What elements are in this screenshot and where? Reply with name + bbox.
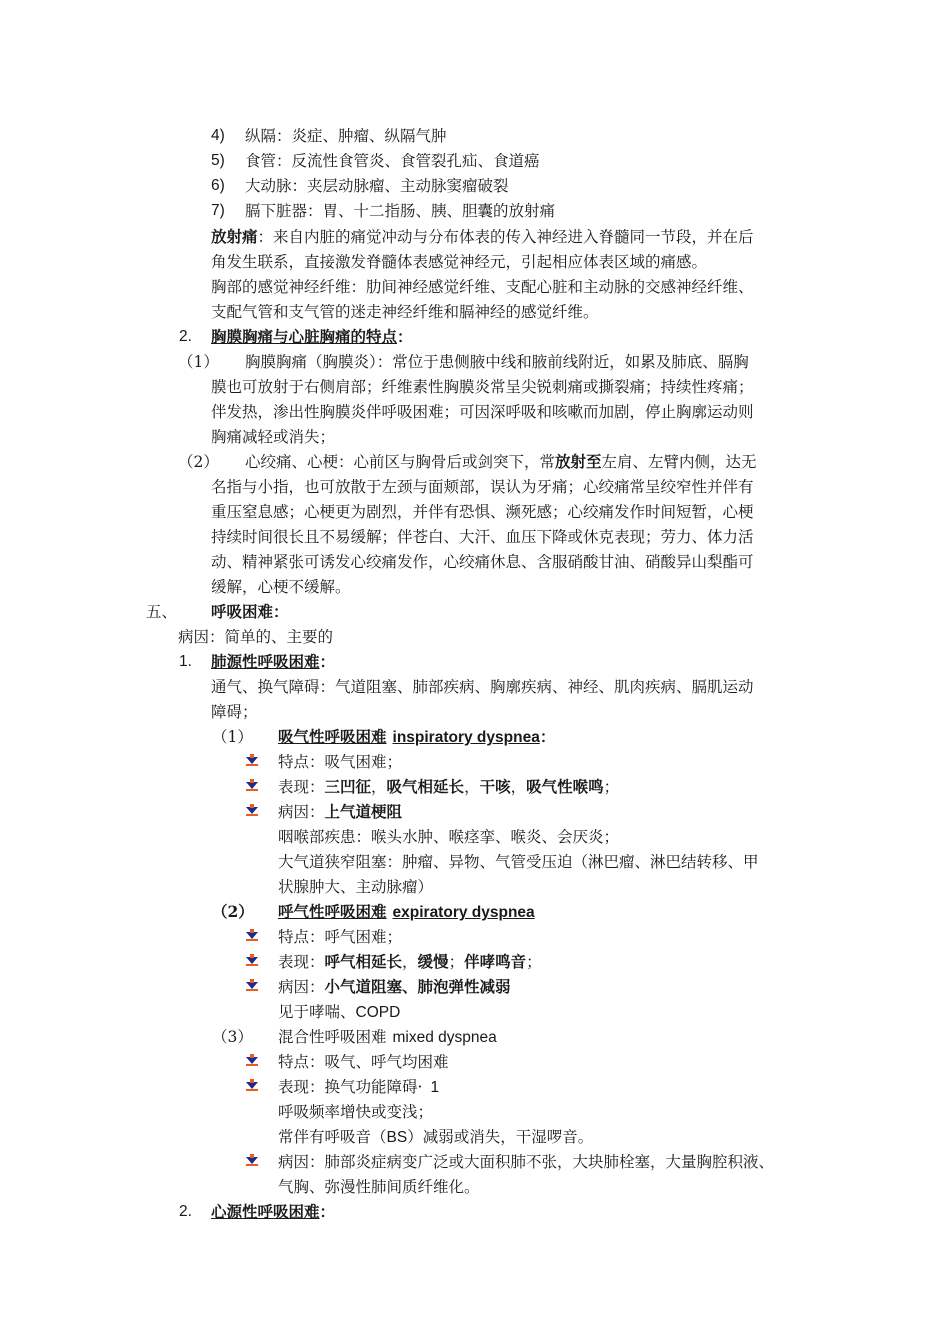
bullet-icon (245, 978, 259, 992)
label: 病因： (278, 803, 325, 821)
list-number: 6) (211, 177, 225, 194)
paragraph-line (245, 450, 757, 474)
label: 病因： (278, 978, 325, 996)
heading-english: expiratory dyspnea (392, 904, 535, 921)
list-number: 4) (211, 127, 225, 144)
heading-colon: ： (397, 327, 413, 346)
bullet-text (278, 975, 511, 999)
section-heading (211, 325, 413, 349)
paragraph-line: 动、精神紧张可诱发心绞痛发作，心绞痛休息、含服硝酸甘油、硝酸异山梨酯可 (211, 553, 754, 571)
section-number: 2. (179, 1203, 192, 1220)
subsection-heading (278, 725, 555, 750)
heading-text: 混合性呼吸困难 (278, 1028, 387, 1046)
list-item: 纵隔：炎症、肿瘤、纵隔气肿 (245, 127, 447, 145)
section-heading (211, 1200, 335, 1224)
bold-term: 三凹征 (324, 777, 372, 796)
paragraph-line: 胸部的感觉神经纤维：肋间神经感觉纤维、支配心脏和主动脉的交感神经纤维、 (211, 278, 754, 296)
paragraph-text: 表现：换气功能障碍· (278, 1078, 423, 1096)
heading-colon: ： (319, 1202, 336, 1221)
paragraph-line: 胸痛减轻或消失； (211, 428, 336, 446)
bullet-icon (245, 1053, 259, 1067)
paragraph-english: BS (386, 1129, 408, 1146)
paragraph-number: （1） (178, 353, 219, 371)
paragraph-line: 膜也可放射于右侧肩部；纤维素性胸膜炎常呈尖锐刺痛或撕裂痛；持续性疼痛； (211, 378, 754, 396)
paragraph-line: 呼吸频率增快或变浅； (278, 1103, 434, 1121)
bullet-text: 病因：肺部炎症病变广泛或大面积肺不张，大块肺栓塞，大量胸腔积液、 (278, 1153, 775, 1171)
bold-term: 上气道梗阻 (324, 802, 403, 821)
subsection-number: （2） (212, 902, 254, 921)
bullet-icon (245, 1153, 259, 1167)
bullet-icon (245, 803, 259, 817)
paragraph-line: 重压窒息感；心梗更为剧烈，并伴有恐惧、濒死感；心绞痛发作时间短暂，心梗 (211, 503, 754, 521)
paragraph-text: 见于哮喘、 (278, 1003, 356, 1021)
paragraph-number: 1 (430, 1079, 440, 1096)
subsection-number: （3） (212, 1028, 253, 1046)
bold-term: 呼气相延长 (324, 952, 403, 971)
bullet-icon (245, 753, 259, 767)
bullet-text: 特点：呼气困难； (278, 928, 403, 946)
paragraph-line: 大气道狭窄阻塞：肿瘤、异物、气管受压迫（淋巴瘤、淋巴结转移、甲 (278, 853, 759, 871)
heading-text: 呼气性呼吸困难 (278, 902, 387, 921)
bullet-text (278, 775, 619, 799)
paragraph-number: （2） (178, 453, 219, 471)
paragraph-line: 咽喉部疾患：喉头水肿、喉痉挛、喉炎、会厌炎； (278, 828, 620, 846)
bullet-text (278, 800, 402, 824)
subsection-heading (278, 900, 535, 925)
list-item: 食管：反流性食管炎、食管裂孔疝、食道癌 (245, 152, 540, 170)
list-number: 7) (211, 202, 225, 219)
paragraph-line: 障碍； (211, 703, 258, 721)
label: 表现： (278, 778, 325, 796)
bullet-icon (245, 778, 259, 792)
separator: ； (448, 953, 465, 971)
bullet-text (278, 1075, 439, 1100)
label: 表现： (278, 953, 325, 971)
separator: ； (603, 778, 620, 796)
heading-english: mixed dyspnea (392, 1029, 497, 1046)
paragraph-text: 心绞痛、心梗：心前区与胸骨后或剑突下，常 (245, 453, 556, 471)
heading-text: 胸膜胸痛与心脏胸痛的特点 (211, 327, 398, 346)
term-radiation-pain: 放射痛 (211, 227, 258, 246)
paragraph-english: COPD (355, 1004, 401, 1021)
bullet-text (278, 950, 542, 974)
bold-term: 缓慢 (417, 952, 449, 971)
paragraph-line: 通气、换气障碍：气道阻塞、肺部疾病、胸廓疾病、神经、肌肉疾病、膈肌运动 (211, 678, 754, 696)
separator: ； (526, 953, 542, 971)
separator: ， (402, 953, 418, 971)
paragraph-line: 持续时间很长且不易缓解；伴苍白、大汗、血压下降或休克表现；劳力、体力活 (211, 528, 754, 546)
list-item: 膈下脏器：胃、十二指肠、胰、胆囊的放射痛 (245, 202, 556, 220)
subsection-heading (278, 1025, 497, 1050)
paragraph-line: 状腺肿大、主动脉瘤） (278, 878, 434, 896)
paragraph-line: 胸膜胸痛（胸膜炎）：常位于患侧腋中线和腋前线附近，如累及肺底、膈胸 (245, 353, 749, 371)
paragraph-line: 伴发热，渗出性胸膜炎伴呼吸困难；可因深呼吸和咳嗽而加剧，停止胸廓运动则 (211, 403, 754, 421)
heading-colon: ： (539, 727, 556, 746)
bold-term: 吸气相延长 (386, 777, 465, 796)
paragraph-text: 左肩、左臂内侧，达无 (601, 453, 757, 471)
paragraph-line: 气胸、弥漫性肺间质纤维化。 (278, 1178, 480, 1196)
chapter-number: 五、 (146, 603, 178, 621)
cause-line: 病因：简单的、主要的 (178, 628, 334, 646)
separator: ， (371, 778, 387, 796)
bold-term: 吸气性喉鸣 (526, 777, 604, 796)
separator: ， (464, 778, 480, 796)
paragraph-line: 缓解，心梗不缓解。 (211, 578, 351, 596)
paragraph-line: 名指与小指，也可放散于左颈与面颊部，误认为牙痛；心绞痛常呈绞窄性并伴有 (211, 478, 754, 496)
bullet-icon (245, 953, 259, 967)
heading-english: inspiratory dyspnea (392, 729, 540, 746)
bold-term: 干咳 (479, 777, 511, 796)
paragraph-text: 常伴有呼吸音（ (278, 1128, 387, 1146)
heading-text: 心源性呼吸困难 (211, 1202, 320, 1221)
paragraph-text: ：来自内脏的痛觉冲动与分布体表的传入神经进入脊髓同一节段，并在后 (257, 228, 754, 246)
list-number: 5) (211, 152, 225, 169)
section-heading (211, 650, 335, 674)
paragraph-line: 支配气管和支气管的迷走神经纤维和膈神经的感觉纤维。 (211, 303, 599, 321)
bold-term: 伴哮鸣音 (464, 952, 527, 971)
bullet-text: 特点：吸气困难； (278, 753, 403, 771)
list-item: 大动脉：夹层动脉瘤、主动脉窦瘤破裂 (245, 177, 509, 195)
heading-text: 吸气性呼吸困难 (278, 727, 387, 746)
bullet-text: 特点：吸气、呼气均困难 (278, 1053, 449, 1071)
chapter-title-text: 呼吸困难 (211, 602, 274, 621)
paragraph-line (278, 1000, 400, 1025)
paragraph-line: 角发生联系，直接激发脊髓体表感觉神经元，引起相应体表区域的痛感。 (211, 253, 708, 271)
separator: ， (510, 778, 527, 796)
bullet-icon (245, 928, 259, 942)
paragraph-line (278, 1125, 593, 1150)
paragraph-line (211, 225, 754, 249)
subsection-number: （1） (212, 728, 253, 746)
section-number: 1. (179, 653, 192, 670)
chapter-title (211, 600, 289, 624)
term-radiates: 放射至 (555, 452, 602, 471)
heading-text: 肺源性呼吸困难 (211, 652, 320, 671)
section-number: 2. (179, 328, 192, 345)
paragraph-text: ）减弱或消失，干湿啰音。 (407, 1128, 594, 1146)
chapter-title-colon: ： (273, 602, 289, 621)
bold-term: 小气道阻塞、肺泡弹性减弱 (324, 977, 511, 996)
heading-colon: ： (319, 652, 336, 671)
bullet-icon (245, 1078, 259, 1092)
